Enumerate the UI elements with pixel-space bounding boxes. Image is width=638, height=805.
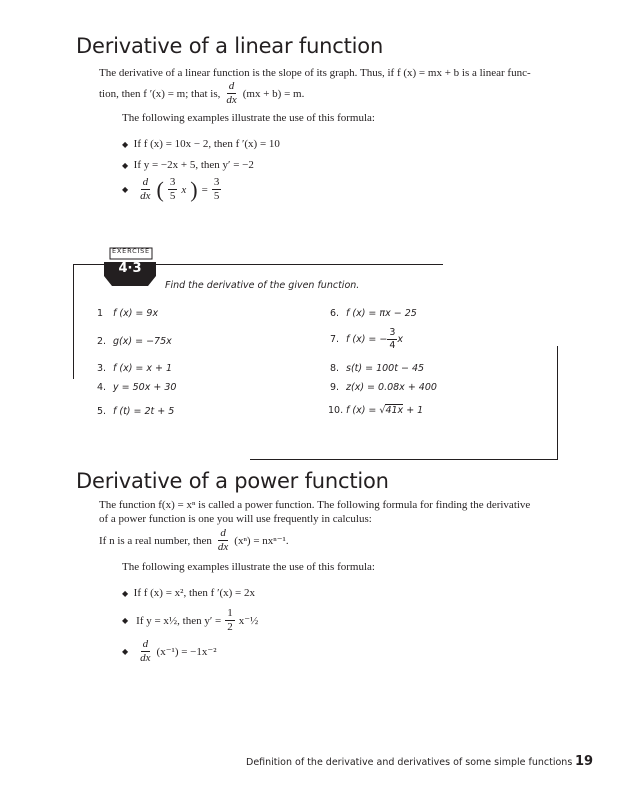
denominator: 4 (389, 340, 396, 351)
text: (mx + b) = m. (242, 87, 305, 100)
exercise-item (97, 336, 172, 347)
item-function: z(x) = 0.08x + 400 (346, 382, 437, 393)
example-text: If y = −2x + 5, then y′ = −2 (133, 159, 254, 171)
item-number: 7. (330, 334, 340, 345)
list-item (122, 586, 255, 601)
exercise-item (97, 308, 158, 319)
diamond-bullet-icon: ◆ (122, 615, 129, 625)
exercise-left-rule (73, 264, 74, 379)
denominator: dx (226, 94, 237, 106)
diamond-bullet-icon: ◆ (122, 184, 129, 194)
exercise-number: 4·3 (118, 261, 142, 276)
list-item (122, 137, 280, 152)
numerator: d (220, 527, 226, 539)
item-number: 10. (328, 405, 344, 416)
exercise-item (330, 382, 437, 393)
denominator: 2 (227, 621, 233, 633)
exercise-bottom-rule (250, 459, 558, 460)
example-text: If f (x) = 10x − 2, then f ′(x) = 10 (133, 138, 280, 150)
exercise-item (97, 382, 176, 393)
paren-open: ( (156, 176, 164, 202)
denominator: dx (140, 652, 151, 664)
item-function: + 1 (403, 405, 424, 416)
examples-intro: The following examples illustrate the use of this formula: (122, 112, 375, 124)
list-item (122, 176, 221, 203)
list-item (122, 607, 258, 634)
numerator: 1 (227, 607, 233, 619)
item-number: 3. (97, 363, 107, 374)
exercise-item (330, 308, 417, 319)
section-title-linear: Derivative of a linear function (76, 34, 384, 58)
numerator: d (142, 638, 149, 650)
item-function: y = 50x + 30 (113, 382, 177, 393)
item-function: f (x) = πx − 25 (346, 308, 417, 319)
item-number: 6. (330, 308, 340, 319)
text: (xⁿ) = nxⁿ⁻¹. (234, 534, 289, 547)
item-number: 4. (97, 382, 107, 393)
fraction (168, 176, 178, 203)
page-number: 19 (575, 754, 594, 769)
item-number: 1 (97, 308, 104, 319)
exercise-label: EXERCISE (112, 247, 150, 255)
paragraph-line: The derivative of a linear function is the slope of its graph. Thus, if f (x) = mx + b is a linear func- (99, 67, 531, 79)
fraction (216, 527, 230, 554)
numerator: 3 (213, 176, 220, 188)
paragraph-line (99, 80, 304, 107)
item-function: x (397, 334, 404, 345)
example-text: If y = x½, then y′ = (136, 614, 222, 627)
numerator: 3 (169, 176, 176, 188)
exercise-item (97, 406, 174, 417)
paragraph-line: of a power function is one you will use frequently in calculus: (99, 513, 372, 525)
item-function: f (t) = 2t + 5 (113, 406, 175, 417)
numerator: d (228, 80, 235, 92)
paragraph-line (99, 527, 289, 554)
item-number: 5. (97, 406, 107, 417)
exercise-item (330, 327, 403, 352)
exercise-item (97, 363, 172, 374)
exercise-item (330, 363, 424, 374)
footer-running-title: Definition of the derivative and derivatives of some simple functions (246, 757, 573, 768)
section-title-power: Derivative of a power function (76, 469, 389, 493)
radicand: 41x (385, 405, 404, 416)
example-text: (x⁻¹) = −1x⁻² (156, 645, 217, 658)
item-function: f (x) = (346, 405, 380, 416)
examples-intro: The following examples illustrate the use of this formula: (122, 561, 375, 573)
exercise-instruction: Find the derivative of the given function. (165, 280, 360, 291)
list-item (122, 638, 217, 665)
example-text: If f (x) = x², then f ′(x) = 2x (133, 587, 256, 599)
exercise-item (328, 405, 423, 416)
fraction (138, 638, 152, 665)
paragraph-line: The function f(x) = xⁿ is called a power function. The following formula for finding the derivative (99, 499, 531, 511)
fraction (387, 327, 397, 352)
denominator: dx (140, 190, 151, 202)
numerator: d (142, 176, 149, 188)
sqrt-icon: √ (379, 405, 386, 416)
denominator: 5 (213, 190, 220, 202)
item-function: f (x) = x + 1 (113, 363, 173, 374)
item-function: f (x) = 9x (113, 308, 159, 319)
paren-close: ) (190, 176, 198, 202)
item-function: g(x) = −75x (113, 336, 172, 347)
list-item (122, 158, 254, 173)
diamond-bullet-icon: ◆ (122, 140, 129, 149)
diamond-bullet-icon: ◆ (122, 589, 129, 598)
denominator: 5 (169, 190, 176, 202)
item-function: f (x) = − (346, 334, 388, 345)
item-number: 2. (97, 336, 107, 347)
diamond-bullet-icon: ◆ (122, 646, 129, 656)
item-number: 9. (330, 382, 340, 393)
exercise-right-rule (557, 346, 558, 460)
diamond-bullet-icon: ◆ (122, 161, 129, 170)
text: If n is a real number, then (99, 534, 212, 547)
text: tion, then f ′(x) = m; that is, (99, 87, 221, 100)
item-function: s(t) = 100t − 45 (346, 363, 425, 374)
fraction (138, 176, 152, 203)
fraction (224, 80, 238, 107)
equals: = (201, 183, 208, 196)
item-number: 8. (330, 363, 340, 374)
fraction (225, 607, 235, 634)
numerator: 3 (389, 327, 396, 338)
example-text: x⁻½ (238, 614, 259, 627)
denominator: dx (217, 541, 229, 553)
variable: x (181, 183, 187, 196)
fraction (212, 176, 222, 203)
